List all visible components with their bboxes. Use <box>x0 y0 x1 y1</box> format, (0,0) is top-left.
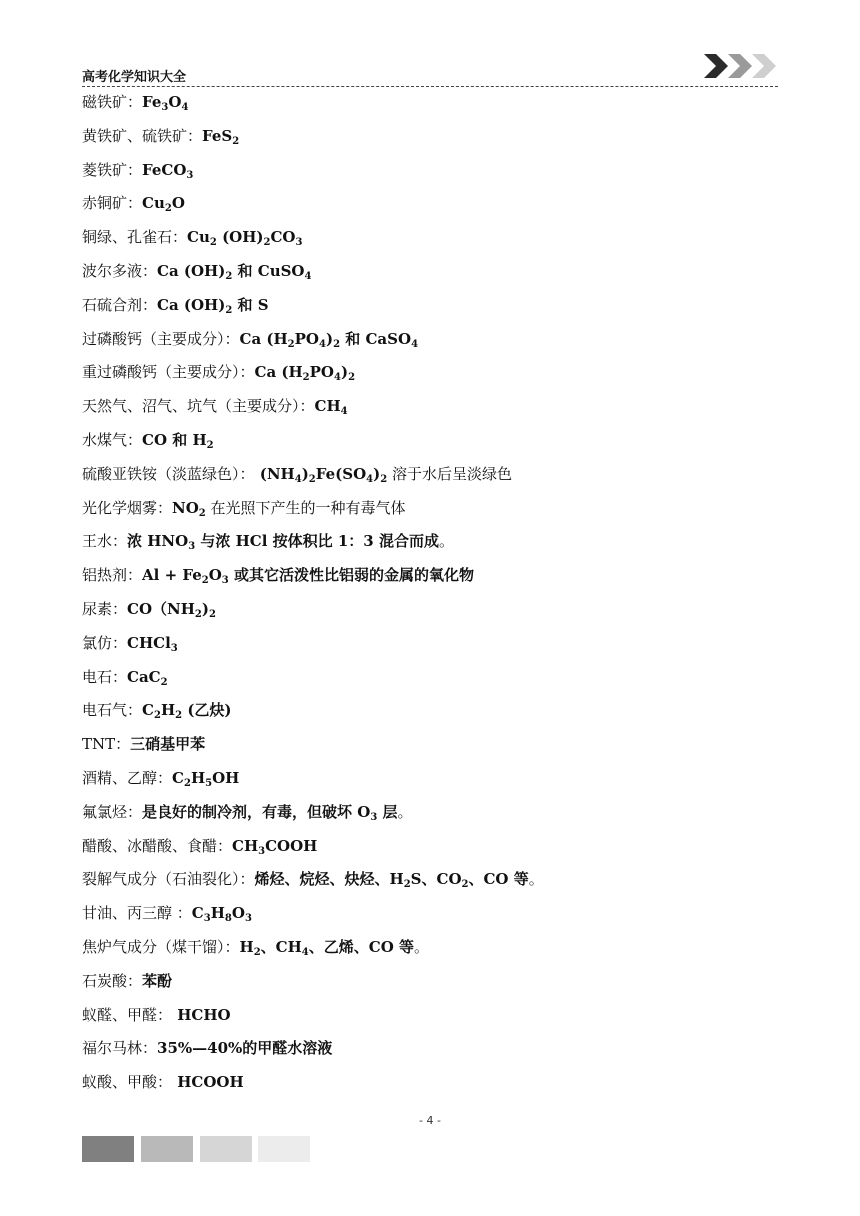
entry-label: 裂解气成分（石油裂化）： <box>82 870 255 889</box>
footer-bar-3 <box>200 1136 252 1162</box>
entry-label: 醋酸、冰醋酸、食醋： <box>82 836 233 855</box>
entry-note: 在光照下产生的一种有毒气体 <box>205 498 406 517</box>
entry-line <box>82 559 782 593</box>
entry-line <box>82 458 782 492</box>
entry-line <box>82 187 782 221</box>
entry-value: $CH_3COOH$ <box>232 836 318 857</box>
entry-line <box>82 525 782 559</box>
entry-label: 尿素： <box>82 599 128 618</box>
entry-line <box>82 1032 782 1066</box>
entry-value: $(NH_4)_2Fe(SO_4)_2$ <box>254 464 388 485</box>
entry-note: 。 <box>397 802 413 821</box>
entry-value: Ca $(H_2PO_4)_2$ <box>254 363 356 384</box>
entry-note: 溶于水后呈淡绿色 <box>387 464 512 483</box>
entry-value: $Cu_2$ $(OH)_2CO_3$ <box>187 228 303 249</box>
entry-label: TNT： <box>82 735 131 754</box>
entry-value: HCHO <box>172 1005 231 1024</box>
header-title: 高考化学知识大全 <box>82 70 187 85</box>
entry-label: 菱铁矿： <box>82 160 143 179</box>
entry-line <box>82 424 782 458</box>
entry-label: 氟氯烃： <box>82 802 143 821</box>
entry-label: 过磷酸钙（主要成分）： <box>82 329 240 348</box>
entry-label: 水煤气： <box>82 430 143 449</box>
entry-value: 35%—40%的甲醛水溶液 <box>157 1039 333 1058</box>
chevron-arrows-icon <box>702 52 778 80</box>
entry-line <box>82 593 782 627</box>
entry-value: Ca $(OH)_2$ 和 CuSO$_4$ <box>157 261 312 282</box>
entry-line <box>82 492 782 526</box>
entry-line <box>82 356 782 390</box>
entry-label: 磁铁矿： <box>82 93 143 111</box>
entry-label: 波尔多液： <box>82 261 158 280</box>
entry-line <box>82 830 782 864</box>
entry-line <box>82 999 782 1033</box>
entry-value: $C_2H_5OH$ <box>172 768 240 789</box>
entry-value: $CH_4$ <box>314 397 348 418</box>
entry-value: $Fe_3O_4$ <box>142 93 189 113</box>
entry-label: 铝热剂： <box>82 566 143 585</box>
entry-value: $CO(NH_2)_2$ <box>127 599 216 620</box>
entry-line <box>82 762 782 796</box>
entry-line <box>82 289 782 323</box>
entry-value: CHCl$_3$ <box>127 633 178 654</box>
entry-label: 重过磷酸钙（主要成分）： <box>82 363 255 382</box>
entry-label: 铜绿、孔雀石： <box>82 228 188 247</box>
entry-label: 电石气： <box>82 701 143 720</box>
entry-label: 硫酸亚铁铵（淡蓝绿色）： <box>82 464 255 483</box>
entry-line <box>82 154 782 188</box>
entry-line <box>82 1066 782 1100</box>
entry-line <box>82 323 782 357</box>
entry-label: 黄铁矿、硫铁矿： <box>82 126 203 145</box>
entry-value: Ca $(H_2PO_4)_2$ 和 CaSO$_4$ <box>239 329 419 350</box>
entry-label: 石硫合剂： <box>82 295 158 314</box>
entry-line <box>82 86 782 120</box>
entry-value: $Cu_2O$ <box>142 194 185 215</box>
entry-label: 氯仿： <box>82 633 128 652</box>
entry-line <box>82 221 782 255</box>
entry-line <box>82 796 782 830</box>
entry-label: 甘油、丙三醇 ： <box>82 904 192 923</box>
entry-value: 是良好的制冷剂，有毒，但破坏 $O_3$ 层 <box>142 802 398 823</box>
entry-value: FeCO$_3$ <box>142 160 194 181</box>
entry-line <box>82 255 782 289</box>
entry-line <box>82 863 782 897</box>
entry-note: 。 <box>414 937 430 956</box>
entry-line <box>82 897 782 931</box>
entry-line <box>82 728 782 762</box>
footer-bar-1 <box>82 1136 134 1162</box>
entry-value: $Al + Fe_2O_3$ 或其它活泼性比铝弱的金属的氧化物 <box>142 566 474 587</box>
entry-line <box>82 965 782 999</box>
entry-label: 王水： <box>82 532 128 551</box>
entry-line <box>82 661 782 695</box>
content-list <box>82 86 782 1100</box>
entry-line <box>82 694 782 728</box>
entry-line <box>82 120 782 154</box>
entry-label: 电石： <box>82 667 128 686</box>
entry-label: 焦炉气成分（煤干馏）： <box>82 937 240 956</box>
entry-value: 浓 $HNO_3$ 与浓 HCl 按体积比 1：3 混合而成 <box>127 532 439 553</box>
entry-label: 光化学烟雾： <box>82 498 173 517</box>
footer-bar-2 <box>141 1136 193 1162</box>
entry-label: 蚁酸、甲酸： <box>82 1073 173 1092</box>
entry-line <box>82 390 782 424</box>
entry-value: 三硝基甲苯 <box>130 735 206 754</box>
entry-label: 福尔马林： <box>82 1039 158 1058</box>
entry-value: 烯烃、烷烃、炔烃、$H_2S$、$CO_2$、CO 等 <box>254 870 529 891</box>
entry-value: $C_3H_8O_3$ <box>191 904 252 925</box>
entry-value: FeS$_2$ <box>202 126 240 147</box>
entry-label: 石炭酸： <box>82 971 143 990</box>
entry-value: CaC$_2$ <box>127 667 168 688</box>
entry-label: 赤铜矿： <box>82 194 143 213</box>
entry-label: 酒精、乙醇： <box>82 768 173 787</box>
entry-value: Ca $(OH)_2$ 和 S <box>157 295 269 316</box>
entry-value: $NO_2$ <box>172 498 206 519</box>
entry-value: $C_2H_2$ (乙炔) <box>142 701 232 722</box>
entry-line <box>82 627 782 661</box>
entry-value: 苯酚 <box>142 971 173 990</box>
entry-label: 天然气、沼气、坑气（主要成分）： <box>82 397 315 416</box>
entry-value: HCOOH <box>172 1073 244 1092</box>
entry-value: CO 和 $H_2$ <box>142 430 214 451</box>
entry-label: 蚁醛、甲醛： <box>82 1005 173 1024</box>
page-number: - 4 - <box>419 1114 441 1127</box>
entry-line <box>82 931 782 965</box>
footer-bar-4 <box>258 1136 310 1162</box>
page-header <box>82 52 778 87</box>
entry-note: 。 <box>528 870 544 889</box>
entry-note: 。 <box>438 532 454 551</box>
entry-value: $H_2$、$CH_4$、乙烯、CO 等 <box>239 937 414 958</box>
